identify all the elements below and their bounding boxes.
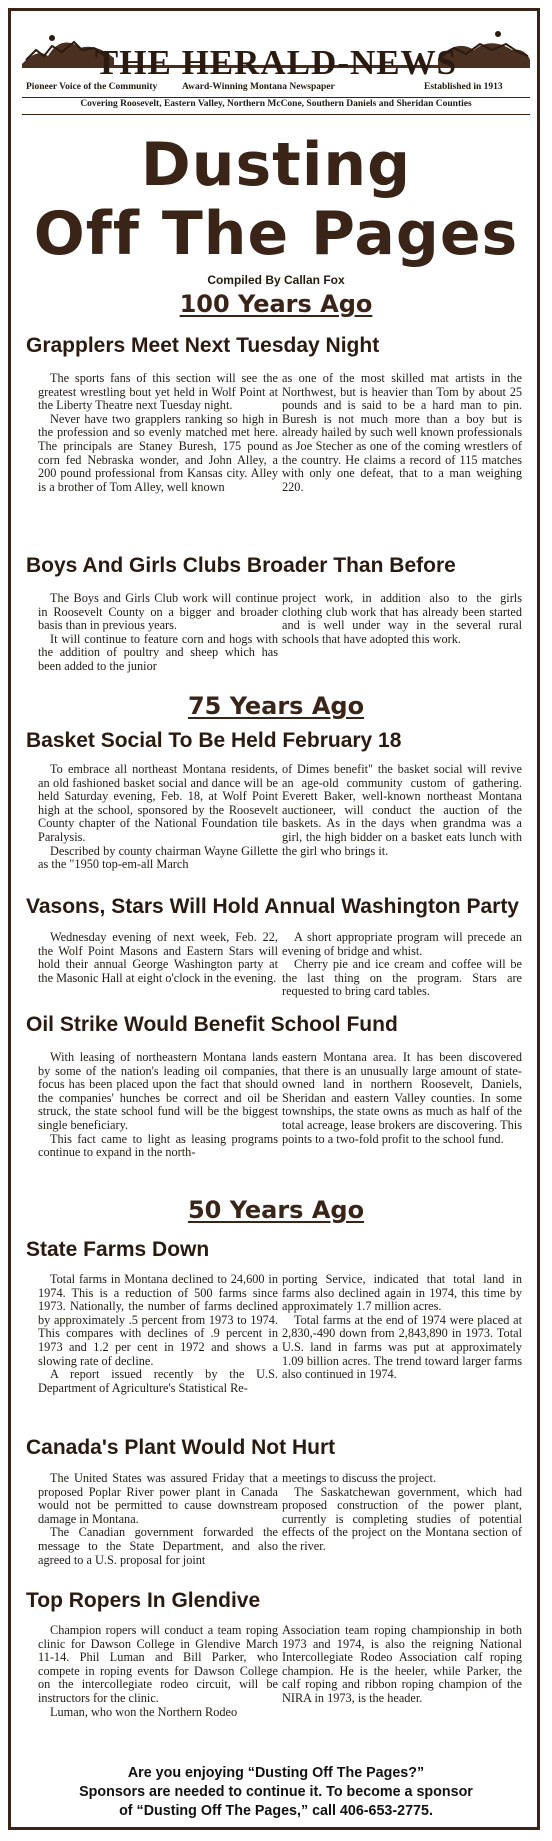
headline: State Farms Down	[26, 1238, 210, 1261]
page-title-line2: Off The Pages	[33, 199, 519, 269]
paragraph: This fact came to light as leasing programs continue to expand in the north-	[38, 1131, 278, 1160]
paragraph: porting Service, indicated that total land in farms also declined again in 1974, this time by approximately 1.7 million acres.	[282, 1272, 522, 1314]
article-column-left	[38, 1472, 278, 1567]
article-column-right	[282, 372, 522, 494]
paragraph: project work, in addition also to the girls clothing club work that has already been started and is well under way in the several rural schools that have adopted this work.	[282, 591, 522, 646]
paragraph: The sports fans of this section will see the greatest wrestling bout yet held in Wolf Point at the Liberty Theatre next Tuesday night.	[38, 371, 278, 413]
article-column-left	[38, 372, 278, 494]
article-column-left	[38, 763, 278, 872]
section-heading-50: 50 Years Ago	[187, 1196, 365, 1224]
article-column-right	[282, 1273, 522, 1382]
article-column-left	[38, 592, 278, 674]
article-column-left	[38, 1624, 278, 1719]
masthead-rule-bottom	[22, 114, 530, 115]
paragraph: Cherry pie and ice cream and coffee will be the last thing on the program. Stars are requested to bring card tables.	[282, 957, 522, 999]
paragraph: Luman, who won the Northern Rodeo	[50, 1704, 238, 1719]
paragraph: Total farms in Montana declined to 24,600 in 1974. This is a reduction of 500 farms since 1973. Nationally, the number of farms declined by approximately .5 percent from 1973 to 1974. This compares with declines of .9 percent in 1973 and 1.2 per cent in 1972 and shows a slowing rate of decline.	[38, 1272, 278, 1368]
paragraph: The Boys and Girls Club work will continue in Roosevelt County on a bigger and broader basis than in previous years.	[38, 591, 278, 633]
masthead-coverage: Covering Roosevelt, Eastern Valley, Northern McCone, Southern Daniels and Sheridan Counties	[80, 99, 472, 109]
paragraph: Described by county chairman Wayne Gillette as the "1950 top-em-all March	[38, 843, 278, 872]
article-column-right	[282, 763, 522, 858]
sponsor-notice	[0, 1764, 552, 1821]
article-column-right	[282, 1472, 522, 1554]
paragraph: To embrace all northeast Montana residents, an old fashioned basket social and dance will be held Saturday evening, Feb. 18, at Wolf Point high at the school, sponsored by the Roosevelt County chapter of the National Foundation tile Paralysis.	[38, 762, 278, 844]
paragraph: Association team roping championship in both 1973 and 1974, is also the reigning National Intercollegiate Rodeo Association calf roping champion. He is the heeler, while Parker, the calf roping and ribbon roping champion of the NIRA in 1973, is the header.	[282, 1623, 522, 1705]
article-column-right	[282, 1624, 522, 1706]
article-column-right	[282, 931, 522, 999]
headline: Boys And Girls Clubs Broader Than Before	[26, 554, 456, 577]
masthead-rule-top	[22, 97, 530, 98]
article-column-left	[38, 1273, 278, 1395]
masthead-center-tag: Award-Winning Montana Newspaper	[182, 82, 335, 92]
paragraph: of Dimes benefit" the basket social will revive an age-old community custom of gathering. Everett Baker, well-known northeast Montana auctioneer, will conduct the auction of the baskets. As in the days when grandma was a girl, the high bidder on a basket eats lunch with the girl who brings it.	[282, 762, 522, 858]
headline: Top Ropers In Glendive	[26, 1589, 261, 1612]
masthead-right-tag: Established in 1913	[424, 82, 503, 92]
paragraph: Total farms at the end of 1974 were placed at 2,830,-490 down from 2,843,890 in 1973. Total U.S. land in farms was put at approximately 1.09 billion acres. The trend toward larger farms also continued in 1974.	[282, 1312, 522, 1382]
section-heading-75: 75 Years Ago	[187, 692, 365, 720]
headline: Canada's Plant Would Not Hurt	[26, 1436, 336, 1459]
paragraph: eastern Montana area. It has been discovered that there is an unusually large amount of state-owned land in northern Roosevelt, Daniels, Sheridan and eastern Valley counties. In some townships, the state owns as much as half of the total acreage, lease brokers are discovering. This points to a two-fold profit to the school fund.	[282, 1050, 522, 1146]
headline: Oil Strike Would Benefit School Fund	[26, 1013, 398, 1036]
article-column-right	[282, 1051, 522, 1146]
paragraph: With leasing of northeastern Montana lands by some of the nation's leading oil companies, focus has been placed upon the fact that should the companies' hunches be correct and oil be struck, the state school fund will be the biggest single beneficiary.	[38, 1050, 278, 1132]
sponsor-line: Are you enjoying “Dusting Off The Pages?”	[127, 1765, 425, 1781]
paragraph: A report issued recently by the U.S. Department of Agriculture's Statistical Re-	[38, 1367, 278, 1395]
paragraph: It will continue to feature corn and hogs with the addition of poultry and sheep which has been added to the junior	[38, 631, 278, 673]
page-title-line1: Dusting	[140, 130, 412, 200]
article-column-right	[282, 592, 522, 646]
headline: Basket Social To Be Held February 18	[26, 729, 402, 752]
paragraph: The Canadian government forwarded the message to the State Department, and also agreed to a U.S. proposal for joint	[38, 1525, 278, 1567]
paragraph: Champion ropers will conduct a team roping clinic for Dawson College in Glendive March 11-14. Phil Luman and Bill Parker, who compete in roping events for Dawson College on the intercollegiate rodeo circuit, will be instructors for the clinic.	[38, 1623, 278, 1705]
paragraph: A short appropriate program will precede an evening of bridge and whist.	[282, 930, 522, 958]
masthead-tagline-row	[26, 82, 526, 98]
sponsor-line: Sponsors are needed to continue it. To become a sponsor	[79, 1784, 473, 1800]
paragraph: meetings to discuss the project.	[282, 1471, 437, 1485]
paragraph: as one of the most skilled mat artists in the Northwest, but is heavier than Tom by about 25 pounds and is said to be a hard man to pin. Buresh is not much more than a boy but is already hailed by such well known professionals as Joe Stecher as one of the coming wrestlers of the country. He claims a record of 115 matches with only one defeat, that to a man weighing 220.	[282, 371, 522, 494]
article-column-left	[38, 931, 278, 985]
headline: Grapplers Meet Next Tuesday Night	[26, 334, 380, 357]
paragraph: Wednesday evening of next week, Feb. 22, the Wolf Point Masons and Eastern Stars will hold their annual George Washington party at the Masonic Hall at eight o'clock in the evening.	[38, 930, 278, 985]
masthead-title: THE HERALD-NEWS	[94, 43, 458, 82]
masthead	[22, 20, 530, 116]
byline: Compiled By Callan Fox	[207, 273, 345, 287]
headline: Vasons, Stars Will Hold Annual Washington Party	[26, 895, 519, 918]
section-heading-100: 100 Years Ago	[179, 290, 373, 318]
paragraph: The United States was assured Friday that a proposed Poplar River power plant in Canada would not be permitted to cause downstream damage in Montana.	[38, 1471, 278, 1526]
paragraph: The Saskatchewan government, which had proposed construction of the power plant, currently is completing studies of potential effects of the project on the Montana section of the river.	[282, 1484, 522, 1553]
masthead-left-tag: Pioneer Voice of the Community	[26, 82, 158, 92]
paragraph: Never have two grapplers ranking so high in the profession and so evenly matched met here. The principals are Staney Buresh, 175 pound corn fed Nebraska wonder, and John Alley, a 200 pound professional from Kansas city. Alley is a brother of Tom Alley, well known	[38, 411, 278, 494]
article-column-left	[38, 1051, 278, 1160]
sponsor-line: of “Dusting Off The Pages,” call 406-653-2775.	[119, 1803, 433, 1819]
